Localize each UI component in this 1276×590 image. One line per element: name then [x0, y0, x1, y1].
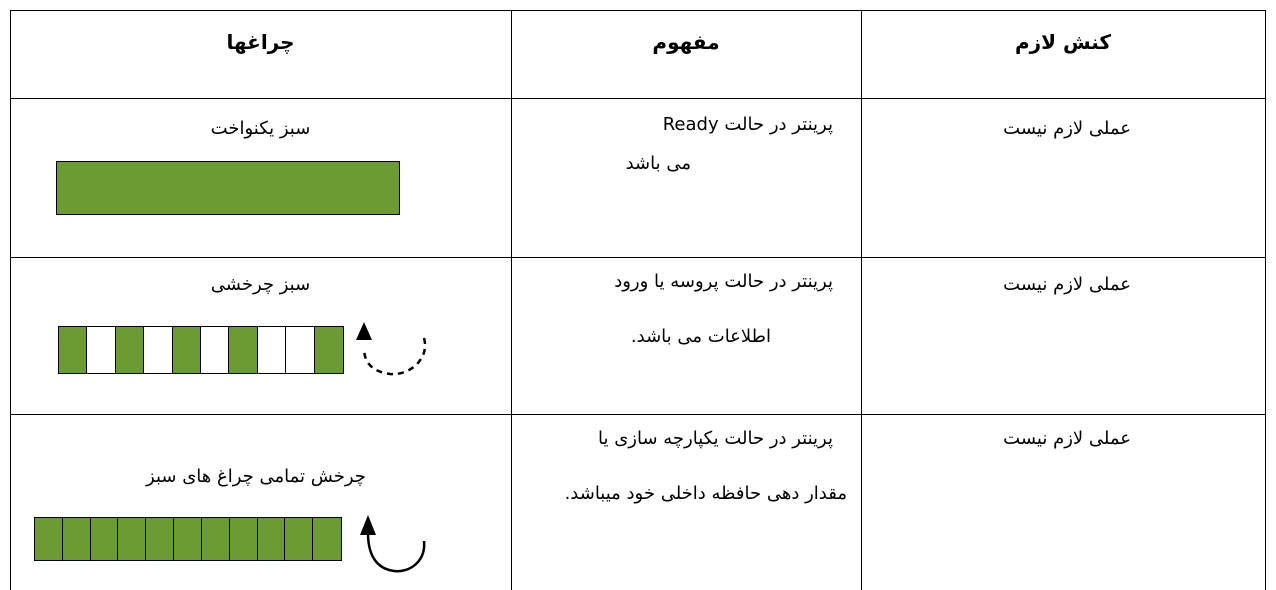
bar-segment — [35, 518, 63, 560]
light-label: سبز چرخشی — [210, 274, 311, 295]
table-header-divider — [10, 98, 1266, 99]
bar-segment — [258, 518, 286, 560]
bar-segment — [87, 327, 115, 373]
bar-segment — [144, 327, 172, 373]
bar-segment — [202, 518, 230, 560]
header-lights: چراغها — [226, 30, 295, 54]
meaning-line2: اطلاعات می باشد. — [630, 326, 771, 347]
table-border-top — [10, 10, 1266, 11]
alternating-green-white-bar — [58, 326, 344, 374]
bar-segment — [286, 327, 314, 373]
bar-segment — [285, 518, 313, 560]
bar-segment — [63, 518, 91, 560]
meaning-text: پرینتر در حالت Ready — [662, 114, 833, 135]
solid-green-bar — [56, 161, 400, 215]
action-text: عملی لازم نیست — [1003, 118, 1131, 139]
meaning-line1: پرینتر در حالت پروسه یا ورود — [614, 271, 833, 292]
header-meaning: مفهوم — [652, 30, 720, 54]
bar-segment — [258, 327, 286, 373]
bar-segment — [146, 518, 174, 560]
header-action: کنش لازم — [1014, 30, 1112, 54]
bar-segment — [116, 327, 144, 373]
bar-segment — [59, 327, 87, 373]
bar-segment — [229, 327, 257, 373]
table-row-divider — [10, 414, 1266, 415]
meaning-line2: مقدار دهی حافظه داخلی خود میباشد. — [564, 483, 847, 504]
bar-segment — [174, 518, 202, 560]
light-label: سبز یکنواخت — [210, 118, 311, 139]
action-text: عملی لازم نیست — [1003, 428, 1131, 449]
meaning-line1: پرینتر در حالت یکپارچه سازی یا — [597, 428, 833, 449]
light-label: چرخش تمامی چراغ های سبز — [146, 466, 366, 487]
bar-segment — [91, 518, 119, 560]
bar-segment — [315, 327, 343, 373]
solid-rotate-arrow-icon — [350, 505, 432, 577]
table-border-right — [1265, 10, 1266, 590]
dashed-rotate-arrow-icon — [350, 318, 432, 382]
action-text: عملی لازم نیست — [1003, 274, 1131, 295]
bar-segment — [313, 518, 341, 560]
meaning-line1 — [511, 108, 833, 142]
bar-segment — [118, 518, 146, 560]
bar-segment — [201, 327, 229, 373]
all-green-segmented-bar — [34, 517, 342, 561]
table-row-divider — [10, 257, 1266, 258]
bar-segment — [173, 327, 201, 373]
meaning-line2: می باشد — [625, 153, 691, 174]
bar-segment — [230, 518, 258, 560]
